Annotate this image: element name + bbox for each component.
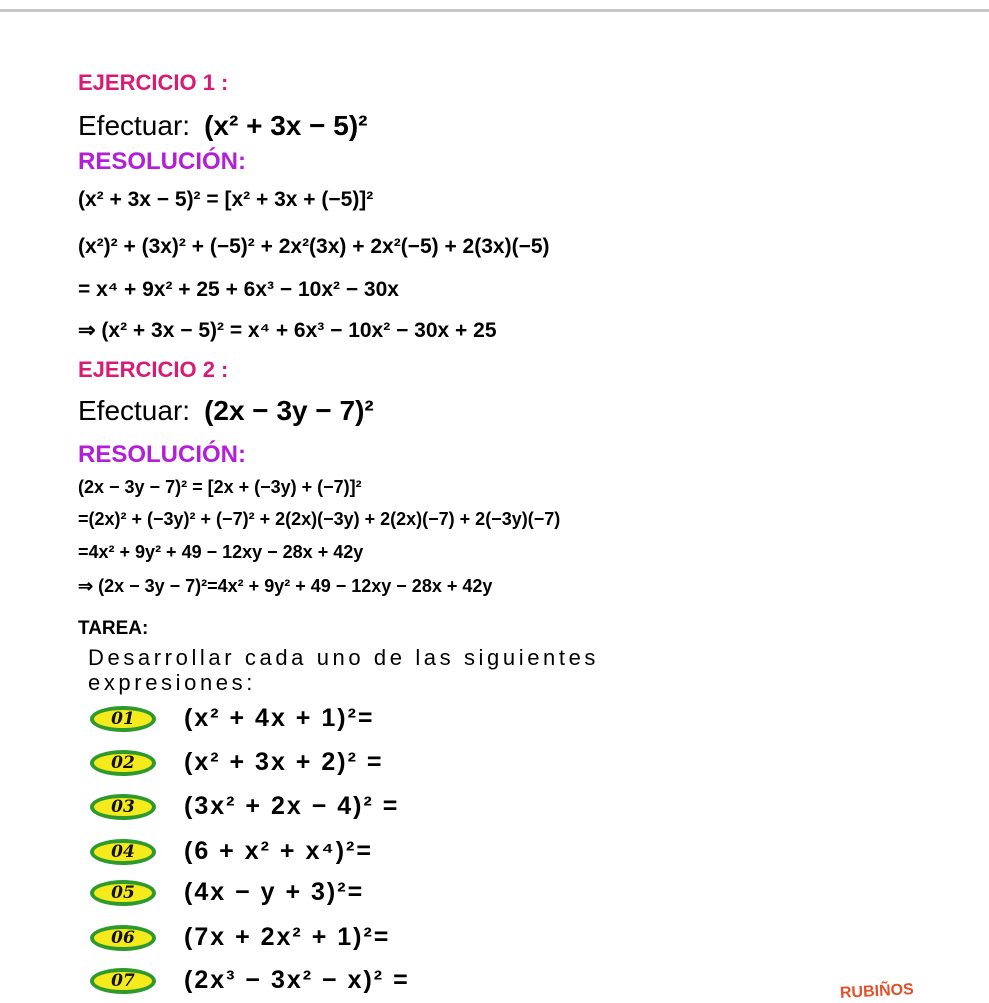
item-expression: (2x³ − 3x² − x)² = (184, 966, 410, 994)
ejercicio-1-step: (x²)² + (3x)² + (−5)² + 2x²(3x) + 2x²(−5) + 2(3x)(−5) (78, 235, 550, 258)
tarea-item (90, 704, 375, 733)
tarea-instruction: Desarrollar cada uno de las siguientes (88, 645, 600, 670)
prompt-expression: (x² + 3x − 5)² (204, 110, 368, 141)
tarea-instruction: expresiones: (88, 670, 256, 695)
tarea-item (90, 966, 410, 995)
ejercicio-1-resolution-title: RESOLUCIÓN: (78, 148, 246, 175)
ejercicio-2-prompt (78, 395, 374, 427)
publisher-logo: RUBIÑOS (839, 981, 915, 1002)
prompt-label: Efectuar: (78, 110, 191, 141)
item-number-badge: 05 (90, 880, 156, 906)
ejercicio-1-step: = x⁴ + 9x² + 25 + 6x³ − 10x² − 30x (78, 278, 399, 301)
ejercicio-2-step: (2x − 3y − 7)² = [2x + (−3y) + (−7)]² (78, 477, 362, 497)
ejercicio-1-title: EJERCICIO 1 : (78, 70, 229, 95)
item-expression: (7x + 2x² + 1)²= (184, 923, 391, 951)
item-expression: (x² + 4x + 1)²= (184, 704, 375, 732)
prompt-label: Efectuar: (78, 395, 191, 426)
item-number-badge: 02 (90, 750, 156, 776)
item-number-badge: 07 (90, 968, 156, 994)
ejercicio-2-resolution-title: RESOLUCIÓN: (78, 441, 246, 468)
ejercicio-2-title: EJERCICIO 2 : (78, 357, 229, 382)
item-expression: (6 + x² + x⁴)²= (184, 837, 373, 865)
item-expression: (4x − y + 3)²= (184, 878, 365, 906)
tarea-item (90, 878, 364, 907)
ejercicio-1-step: ⇒ (x² + 3x − 5)² = x⁴ + 6x³ − 10x² − 30x + 25 (78, 319, 497, 342)
ejercicio-2-step: ⇒ (2x − 3y − 7)²=4x² + 9y² + 49 − 12xy − 28x + 42y (78, 576, 493, 596)
tarea-item (90, 748, 383, 777)
prompt-expression: (2x − 3y − 7)² (204, 395, 374, 426)
tarea-item (90, 923, 390, 952)
ejercicio-2-step: =(2x)² + (−3y)² + (−7)² + 2(2x)(−3y) + 2(2x)(−7) + 2(−3y)(−7) (78, 509, 561, 529)
top-divider (0, 9, 989, 12)
item-number-badge: 04 (90, 839, 156, 865)
ejercicio-1-step: (x² + 3x − 5)² = [x² + 3x + (−5)]² (78, 188, 374, 211)
tarea-item (90, 792, 399, 821)
item-expression: (x² + 3x + 2)² = (184, 748, 384, 776)
ejercicio-1-prompt (78, 110, 367, 142)
item-number-badge: 06 (90, 925, 156, 951)
item-number-badge: 01 (90, 706, 156, 732)
item-number-badge: 03 (90, 794, 156, 820)
tarea-title: TAREA: (78, 618, 149, 639)
tarea-item (90, 837, 373, 866)
ejercicio-2-step: =4x² + 9y² + 49 − 12xy − 28x + 42y (78, 542, 364, 562)
item-expression: (3x² + 2x − 4)² = (184, 792, 400, 820)
